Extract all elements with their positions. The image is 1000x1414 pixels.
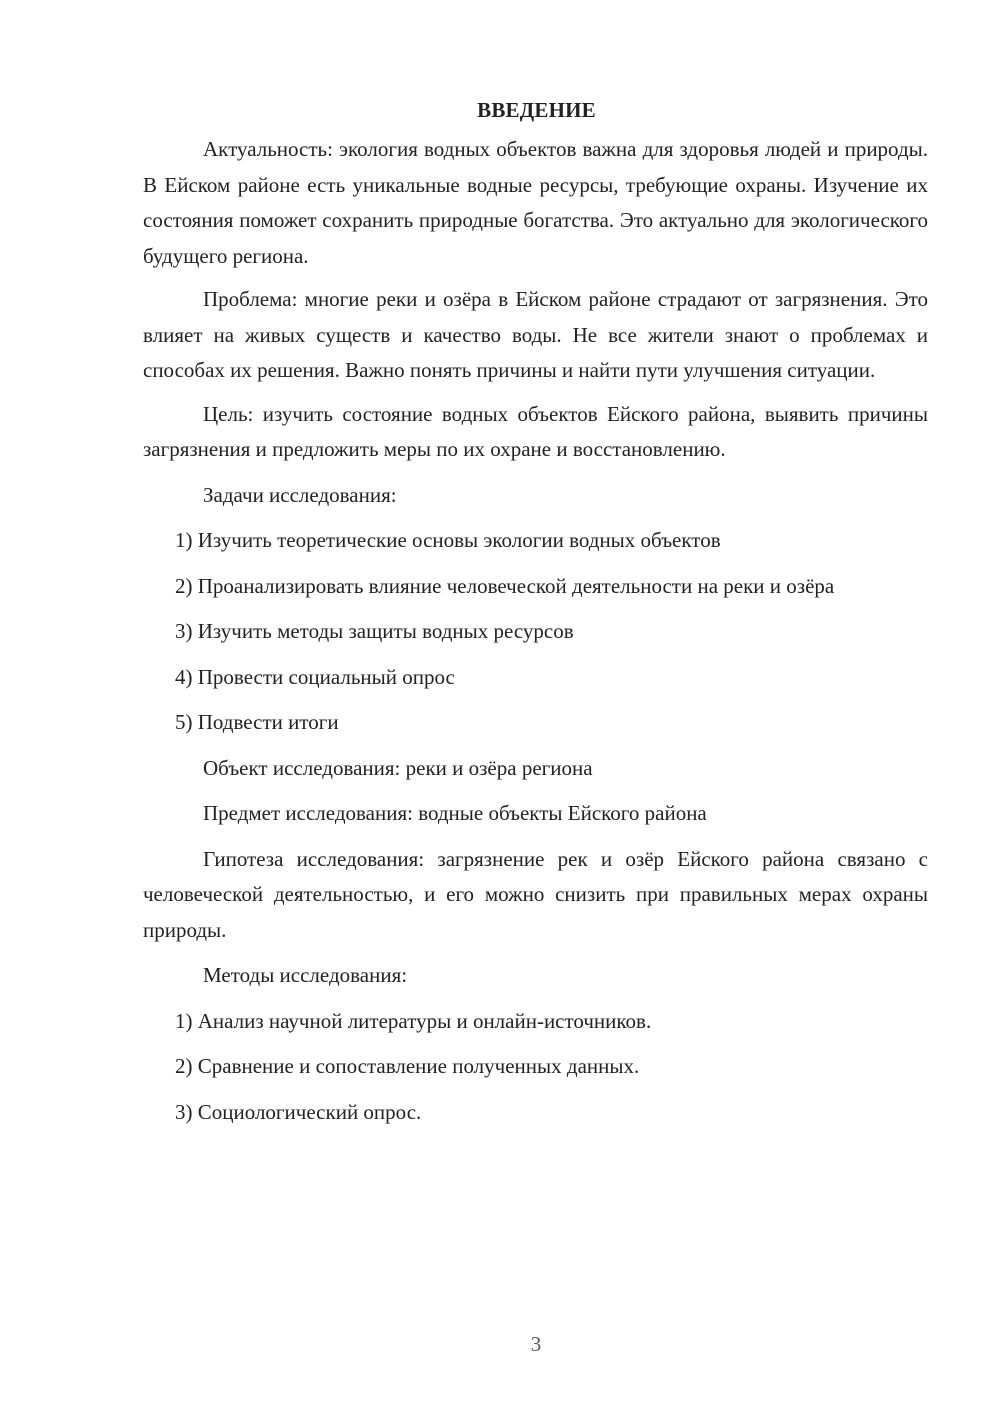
methods-heading: Методы исследования: <box>203 963 408 987</box>
research-subject: Предмет исследования: водные объекты Ейского района <box>203 801 707 825</box>
method-item: 3) Социологический опрос. <box>175 1099 422 1124</box>
task-item: 5) Подвести итоги <box>175 710 339 734</box>
task-item: 2) Проанализировать влияние человеческой деятельности на реки и озёра <box>175 573 835 598</box>
method-item: 1) Анализ научной литературы и онлайн-источников. <box>175 1008 652 1033</box>
research-object: Объект исследования: реки и озёра региона <box>203 755 593 780</box>
page-title: ВВЕДЕНИЕ <box>477 98 596 122</box>
methods-list <box>143 1004 928 1131</box>
task-item: 3) Изучить методы защиты водных ресурсов <box>175 619 574 643</box>
task-item: 4) Провести социальный опрос <box>175 664 455 689</box>
task-item: 1) Изучить теоретические основы экологии водных объектов <box>175 528 721 552</box>
goal-paragraph: Цель: изучить состояние водных объектов Ейского района, выявить причины загрязнения и предложить меры по их охране и восстановлению. <box>143 401 928 461</box>
page-number: 3 <box>530 1332 542 1356</box>
hypothesis-paragraph: Гипотеза исследования: загрязнение рек и озёр Ейского района связано с человеческой деятельностью, и его можно снизить при правильных мерах охраны природы. <box>143 846 928 942</box>
tasks-list <box>143 523 928 741</box>
relevance-paragraph: Актуальность: экология водных объектов важна для здоровья людей и природы. В Ейском районе есть уникальные водные ресурсы, требующие охраны. Изучение их состояния поможет сохранить природные богатства. Это актуально для экологического будущего региона. <box>143 137 928 268</box>
problem-paragraph: Проблема: многие реки и озёра в Ейском районе страдают от загрязнения. Это влияет на живых существ и качество воды. Не все жители знают о проблемах и способах их решения. Важно понять причины и найти пути улучшения ситуации. <box>143 287 928 382</box>
tasks-heading: Задачи исследования: <box>203 482 397 507</box>
method-item: 2) Сравнение и сопоставление полученных данных. <box>175 1054 640 1078</box>
page-content <box>143 96 928 1130</box>
